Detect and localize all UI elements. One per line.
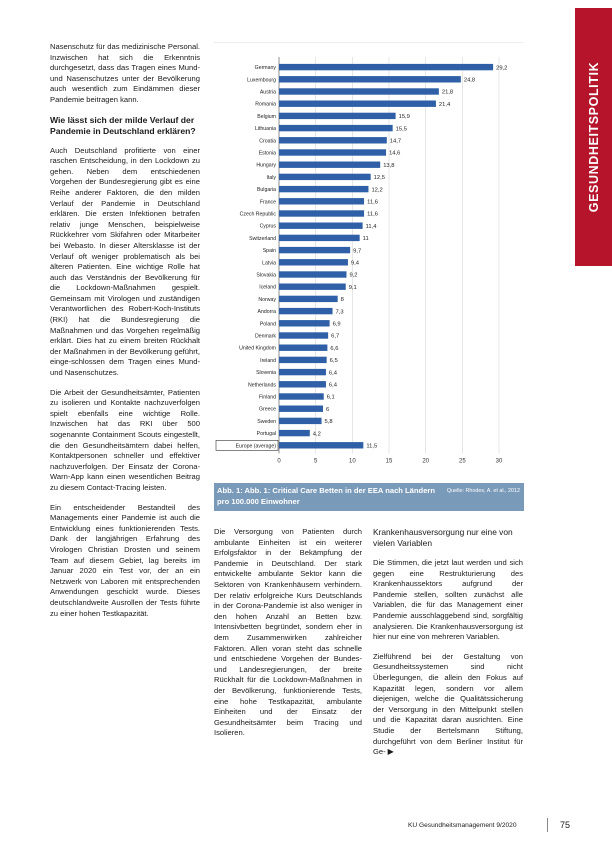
- category-label: Cyprus: [259, 223, 276, 230]
- paragraph: Ein entscheidender Bestandteil des Managements einer Pandemie ist auch die Entwicklung eines funktionierenden Tests. Dank der langjährigen Erfahrung des Virologen Christian Drosten und seinem Team auf diesem Gebiet, lag bereits im Januar 2020 ein Test vor, der an ein Netzwerk von Laboren mit entsprechenden Anwendungen geschickt wurde. Dieses deutschlandweite Ausrollen der Tests führte zu einer hohen Testkapazität.: [50, 502, 200, 618]
- bar: [279, 88, 439, 94]
- data-label: 11,5: [366, 443, 378, 450]
- paragraph: Die Versorgung von Patienten durch ambulante Einheiten ist ein weiterer Erfolgsfaktor in der Bekämpfung der Pandemie in Deutschland. Der stark entwickelte ambulante Sektor kann die Sektoren von Krankenhäusern verhindern. Der relativ erfolgreiche Kurs Deutschlands in der Corona-Pandemie ist also weniger in den hohen Anzahl an Betten bzw. Intensivbetten begründet, sondern eher in dem Zusammenwirken zahlreicher Faktoren. Allen voran steht das schnelle und entschiedene Vorgehen der Bundes- und Landesregierungen, der breite Rückhalt für die Lockdown-Maßnahmen in der Bevölkerung, funktionierende Tests, eine hohe Testkapazität, ambulante Einheiten und der Einsatz der Gesundheitsämter beim Tracing und Isolieren.: [214, 527, 362, 738]
- bar: [279, 198, 364, 204]
- text-column-right: [373, 527, 523, 767]
- category-label: Latvia: [262, 260, 276, 267]
- data-label: 21,4: [438, 101, 451, 108]
- data-label: 6,9: [332, 321, 341, 328]
- category-label: Europe (average): [235, 443, 276, 450]
- bar: [279, 320, 330, 326]
- bar: [279, 162, 380, 168]
- category-label: Estonia: [258, 150, 276, 157]
- data-label: 11: [362, 236, 369, 243]
- text-column-left: [50, 42, 200, 628]
- data-label: 29,2: [496, 65, 508, 72]
- bar: [279, 186, 368, 192]
- bar: [279, 113, 396, 119]
- category-label: Croatia: [259, 138, 276, 145]
- category-label: Austria: [259, 89, 276, 96]
- x-tick-label: 15: [385, 458, 393, 465]
- category-label: Denmark: [254, 333, 276, 340]
- data-label: 9,1: [348, 284, 357, 291]
- bar: [279, 284, 346, 290]
- category-label: Switzerland: [249, 235, 276, 242]
- category-label: Portugal: [256, 431, 276, 438]
- category-label: Romania: [255, 101, 276, 108]
- category-label: Iceland: [259, 284, 276, 291]
- data-label: 6,1: [326, 394, 335, 401]
- bar: [279, 357, 327, 363]
- category-label: Czech Republic: [239, 211, 276, 218]
- x-tick-label: 20: [422, 458, 430, 465]
- bar: [279, 210, 364, 216]
- category-label: Belgium: [257, 113, 276, 120]
- bar: [279, 296, 338, 302]
- category-label: France: [259, 199, 276, 206]
- bar: [279, 125, 393, 131]
- bar: [279, 76, 461, 82]
- data-label: 15,9: [398, 114, 410, 121]
- data-label: 21,8: [441, 89, 454, 96]
- data-label: 13,8: [383, 162, 395, 169]
- data-label: 24,8: [463, 77, 476, 84]
- section-tab-label: GESUNDHEITSPOLITIK: [586, 61, 601, 213]
- category-label: Spain: [262, 248, 276, 255]
- bar: [279, 332, 328, 338]
- category-label: Netherlands: [248, 382, 276, 389]
- page-number: 75: [560, 820, 571, 830]
- bar: [279, 369, 326, 375]
- paragraph: Die Stimmen, die jetzt laut werden und sich gegen eine Restrukturierung des Krankenhaussektors aufgrund der Pandemie stellen, sollten zunächst alle Variablen, die für das Management einer Pandemie ausschlaggebend sind, sorgfältig analysieren. Die Krankenhausversorgung ist hier nur eine von mehreren Variablen.: [373, 558, 523, 642]
- subheading: Wie lässt sich der milde Verlauf der Pandemie in Deutschland erklären?: [50, 114, 196, 136]
- data-label: 6,4: [328, 382, 337, 389]
- figure-source: Quelle: Rhodes, A. et al., 2012: [446, 488, 520, 494]
- x-tick-label: 5: [313, 458, 318, 465]
- bar: [279, 345, 327, 351]
- chart-canvas: [214, 43, 524, 483]
- data-label: 6,5: [329, 358, 338, 365]
- bar: [279, 259, 348, 265]
- x-tick-label: 30: [495, 458, 503, 465]
- category-label: Slovenia: [256, 370, 276, 377]
- figure-caption-title: Abb. 1: Abb. 1: Critical Care Betten in der EEA nach Ländern pro 100.000 Einwohner: [217, 486, 436, 506]
- category-label: Germany: [254, 65, 276, 72]
- bar: [279, 393, 324, 399]
- category-label: Ireland: [260, 357, 276, 364]
- data-label: 12,5: [373, 175, 385, 182]
- category-label: Finland: [258, 394, 276, 401]
- category-label: Luxembourg: [247, 77, 276, 84]
- text-column-middle: [214, 527, 362, 748]
- bar: [279, 235, 360, 241]
- bar: [279, 137, 387, 143]
- figure-caption: [214, 483, 524, 511]
- bar: [279, 430, 310, 436]
- category-label: Norway: [258, 296, 276, 303]
- category-label: Italy: [266, 174, 276, 181]
- data-label: 6: [326, 406, 330, 413]
- bar-chart: [214, 42, 524, 483]
- bar: [279, 418, 322, 424]
- data-label: 8: [340, 297, 344, 304]
- category-label: Greece: [258, 406, 276, 413]
- x-tick-label: 10: [348, 458, 356, 465]
- subheading: Krankenhausversorgung nur eine von vielen Variablen: [373, 527, 513, 548]
- data-label: 12,2: [371, 187, 383, 194]
- x-tick-label: 25: [458, 458, 466, 465]
- category-label: Sweden: [257, 418, 276, 425]
- data-label: 9,2: [349, 272, 358, 279]
- section-tab: [575, 8, 612, 266]
- data-label: 15,5: [395, 126, 407, 133]
- bar: [279, 247, 350, 253]
- data-label: 11,6: [367, 199, 378, 206]
- data-label: 6,4: [328, 370, 337, 377]
- data-label: 9,4: [350, 260, 359, 267]
- data-label: 14,6: [389, 150, 401, 157]
- bar: [279, 223, 363, 229]
- bar: [279, 101, 436, 107]
- data-label: 14,7: [389, 138, 402, 145]
- data-label: 9,7: [353, 248, 362, 255]
- bar: [279, 64, 493, 70]
- bar: [279, 271, 346, 277]
- paragraph: Die Arbeit der Gesundheitsämter, Patienten zu isolieren und Kontakte nachzuverfolgen spielt ebenfalls eine wichtige Rolle. Inzwischen hat das RKI über 500 sogenannte Containment Scouts eingestellt, die den Gesundheitsämtern dabei helfen, Kontaktpersonen schneller und effektiver nachzuverfolgen. Der Einsatz der Corona-Warn-App kann einen wesentlichen Beitrag zu diesem Contact-Tracing leisten.: [50, 387, 200, 492]
- right-triangle-icon: ▶: [387, 747, 394, 757]
- paragraph: Auch Deutschland profitierte von einer raschen Entscheidung, in den Lockdown zu gehen. Neben dem entschiedenen Vorgehen der Bundesregierung gibt es eine Reihe anderer Faktoren, die den milden Verlauf der Pandemie in Deutschland erklären. Die ersten Infektionen betrafen relativ junge Menschen, beispielweise Rückkehrer vom Skifahren oder Mitarbeiter bei Webasto. In dieser Altersklasse ist der Verlauf oft weniger problematisch als bei älteren Patienten. Eine wichtige Rolle hat auch das Verständnis der Bevölkerung für die Lockdown-Maßnahmen gespielt. Gemeinsam mit Virologen und zuständigen Verantwortlichen des Robert-Koch-Instituts (RKI) hat die Bundesregierung die Maßnahmen und das Vorgehen regelmäßig erklärt. Dies hat zu einem breiten Rückhalt der Maßnahmen in der Bevölkerung geführt, einge-schlossen dem Tragen eines Mund- und Nasenschutzes.: [50, 145, 200, 378]
- paragraph: Nasenschutz für das medizinische Personal. Inzwischen hat sich die Erkenntnis durchgesetzt, dass das Tragen eines Mund- und Nasenschutzes unter der Bevölkerung auch wesentlich zum Eindämmen dieser Pandemie beitragen kann.: [50, 42, 200, 104]
- data-label: 6,7: [331, 333, 340, 340]
- category-label: Slovakia: [256, 272, 276, 279]
- data-label: 7,3: [335, 309, 344, 316]
- data-label: 11,6: [367, 211, 378, 218]
- data-label: 6,6: [330, 345, 339, 352]
- bar: [279, 308, 333, 314]
- x-tick-label: 0: [277, 458, 281, 465]
- category-label: Lithuania: [254, 126, 276, 133]
- category-label: Hungary: [256, 162, 276, 169]
- data-label: 11,4: [365, 223, 377, 230]
- bar: [279, 174, 371, 180]
- bar: [279, 381, 326, 387]
- paragraph: [373, 652, 523, 758]
- bar: [279, 406, 323, 412]
- category-label: United Kingdom: [239, 345, 276, 352]
- data-label: 5,8: [324, 419, 333, 426]
- category-label: Poland: [259, 321, 276, 328]
- bar: [279, 442, 363, 448]
- paragraph-text: Zielführend bei der Gestaltung von Gesundheitssystemen sind nicht Überlegungen, die allein den Fokus auf Kapazität legen, sondern vor allem diejenigen, welche die Qualitätssicherung der Versorgung in den Mittelpunkt stellen und die Kapazität daran ausrichten. Eine Studie der Bertelsmann Stiftung, durchgeführt von dem Berliner Institut für Ge-: [373, 651, 523, 757]
- bar: [279, 149, 386, 155]
- data-label: 4,2: [312, 431, 321, 438]
- footer-divider: [547, 818, 548, 832]
- category-label: Andorra: [257, 309, 276, 316]
- category-label: Bulgaria: [256, 187, 276, 194]
- journal-name: KU Gesundheitsmanagement 9/2020: [408, 822, 517, 829]
